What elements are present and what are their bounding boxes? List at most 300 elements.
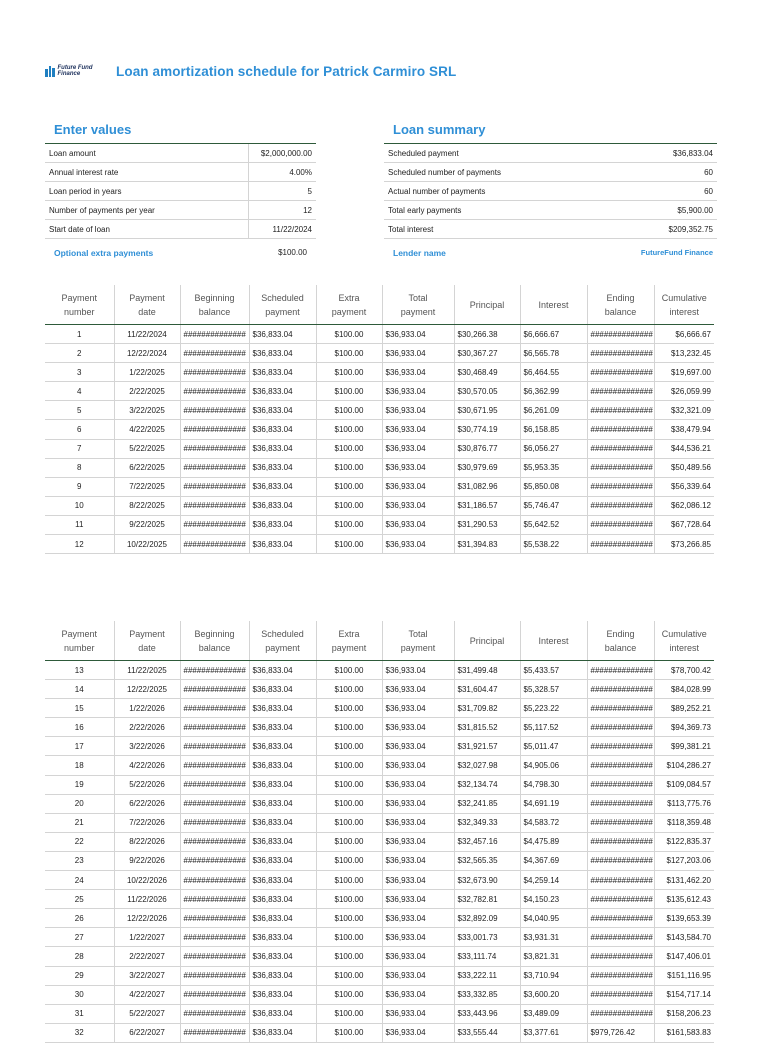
table-row [45,1004,714,1023]
total-payment-cell: $36,933.04 [382,909,454,928]
principal-cell: $30,876.77 [454,439,520,458]
cumulative-interest-cell: $135,612.43 [654,890,714,909]
payment-number-cell: 25 [45,890,114,909]
table-row [45,363,714,382]
scheduled-payment-cell: $36,833.04 [249,661,316,680]
ending-balance-cell: ############## [587,947,654,966]
cumulative-interest-cell: $13,232.45 [654,344,714,363]
table-row [45,515,714,534]
payment-date-cell: 7/22/2025 [114,477,180,496]
loan-summary-label: Actual number of payments [384,182,634,201]
optional-extra-payments-value[interactable]: $100.00 [278,248,307,257]
table-row [45,947,714,966]
loan-summary-title: Loan summary [393,122,486,137]
table-row [45,477,714,496]
extra-payment-cell: $100.00 [316,420,382,439]
interest-cell: $5,953.35 [520,458,587,477]
principal-cell: $32,782.81 [454,890,520,909]
beginning-balance-cell: ############## [180,813,249,832]
payment-number-cell: 7 [45,439,114,458]
header-principal [454,621,520,661]
loan-summary-table [384,143,717,239]
schedule-table-1 [45,285,714,554]
enter-values-value[interactable]: 4.00% [248,163,316,182]
scheduled-payment-cell: $36,833.04 [249,985,316,1004]
payment-number-cell: 10 [45,496,114,515]
payment-number-cell: 1 [45,325,114,344]
header-text: Payment [61,628,98,639]
loan-summary-row [384,182,717,201]
extra-payment-cell: $100.00 [316,890,382,909]
scheduled-payment-cell: $36,833.04 [249,382,316,401]
loan-summary-label: Total interest [384,220,634,239]
beginning-balance-cell: ############## [180,496,249,515]
payment-number-cell: 5 [45,401,114,420]
payment-date-cell: 3/22/2026 [114,737,180,756]
interest-cell: $6,565.78 [520,344,587,363]
payment-number-cell: 9 [45,477,114,496]
beginning-balance-cell: ############## [180,775,249,794]
principal-cell: $30,774.19 [454,420,520,439]
cumulative-interest-cell: $118,359.48 [654,813,714,832]
total-payment-cell: $36,933.04 [382,382,454,401]
header-text: Cumulative [661,292,707,303]
beginning-balance-cell: ############## [180,515,249,534]
loan-summary-row [384,220,717,239]
extra-payment-cell: $100.00 [316,1023,382,1042]
table-row [45,325,714,344]
principal-cell: $33,111.74 [454,947,520,966]
principal-cell: $32,457.16 [454,832,520,851]
interest-cell: $5,538.22 [520,535,587,554]
extra-payment-cell: $100.00 [316,756,382,775]
beginning-balance-cell: ############## [180,1023,249,1042]
total-payment-cell: $36,933.04 [382,661,454,680]
extra-payment-cell: $100.00 [316,344,382,363]
payment-date-cell: 4/22/2025 [114,420,180,439]
extra-payment-cell: $100.00 [316,1004,382,1023]
ending-balance-cell: ############## [587,401,654,420]
payment-date-cell: 6/22/2026 [114,794,180,813]
payment-number-cell: 3 [45,363,114,382]
ending-balance-cell: ############## [587,325,654,344]
beginning-balance-cell: ############## [180,535,249,554]
principal-cell: $33,001.73 [454,928,520,947]
ending-balance-cell: $979,726.42 [587,1023,654,1042]
principal-cell: $31,290.53 [454,515,520,534]
principal-cell: $32,134.74 [454,775,520,794]
header-text: Cumulative [661,628,707,639]
ending-balance-cell: ############## [587,363,654,382]
interest-cell: $3,821.31 [520,947,587,966]
principal-cell: $32,565.35 [454,851,520,870]
interest-cell: $4,150.23 [520,890,587,909]
extra-payment-cell: $100.00 [316,737,382,756]
interest-cell: $5,850.08 [520,477,587,496]
enter-values-value[interactable]: 12 [248,201,316,220]
principal-cell: $31,082.96 [454,477,520,496]
interest-cell: $6,666.67 [520,325,587,344]
interest-cell: $4,040.95 [520,909,587,928]
ending-balance-cell: ############## [587,737,654,756]
payment-number-cell: 14 [45,680,114,699]
payment-date-cell: 4/22/2027 [114,985,180,1004]
principal-cell: $31,604.47 [454,680,520,699]
payment-date-cell: 5/22/2027 [114,1004,180,1023]
enter-values-label: Annual interest rate [45,163,248,182]
extra-payment-cell: $100.00 [316,458,382,477]
payment-date-cell: 1/22/2025 [114,363,180,382]
table-row [45,737,714,756]
loan-summary-value: $5,900.00 [634,201,717,220]
extra-payment-cell: $100.00 [316,661,382,680]
lender-name-label: Lender name [393,248,446,258]
principal-cell: $31,815.52 [454,718,520,737]
interest-cell: $4,691.19 [520,794,587,813]
header-text: interest [669,306,699,317]
header-text: Principal [469,635,505,646]
scheduled-payment-cell: $36,833.04 [249,947,316,966]
scheduled-payment-cell: $36,833.04 [249,890,316,909]
cumulative-interest-cell: $154,717.14 [654,985,714,1004]
ending-balance-cell: ############## [587,477,654,496]
payment-date-cell: 2/22/2026 [114,718,180,737]
payment-number-cell: 32 [45,1023,114,1042]
header-extra-payment [316,621,382,661]
loan-summary-row [384,201,717,220]
header-extra-payment [316,285,382,325]
principal-cell: $32,349.33 [454,813,520,832]
payment-number-cell: 21 [45,813,114,832]
payment-date-cell: 8/22/2025 [114,496,180,515]
payment-date-cell: 7/22/2026 [114,813,180,832]
ending-balance-cell: ############## [587,439,654,458]
beginning-balance-cell: ############## [180,382,249,401]
table-row [45,871,714,890]
header-interest [520,285,587,325]
table-row [45,699,714,718]
cumulative-interest-cell: $158,206.23 [654,1004,714,1023]
header-scheduled-payment [249,285,316,325]
principal-cell: $30,468.49 [454,363,520,382]
beginning-balance-cell: ############## [180,363,249,382]
page-title: Loan amortization schedule for Patrick Carmiro SRL [116,63,457,79]
enter-values-row [45,182,316,201]
extra-payment-cell: $100.00 [316,401,382,420]
header-text: balance [198,642,231,653]
principal-cell: $32,673.90 [454,871,520,890]
enter-values-value[interactable]: 5 [248,182,316,201]
interest-cell: $5,746.47 [520,496,587,515]
payment-date-cell: 10/22/2025 [114,535,180,554]
payment-date-cell: 1/22/2026 [114,699,180,718]
total-payment-cell: $36,933.04 [382,775,454,794]
scheduled-payment-cell: $36,833.04 [249,909,316,928]
payment-date-cell: 12/22/2024 [114,344,180,363]
enter-values-value[interactable]: $2,000,000.00 [248,144,316,163]
payment-number-cell: 26 [45,909,114,928]
total-payment-cell: $36,933.04 [382,1004,454,1023]
payment-date-cell: 10/22/2026 [114,871,180,890]
ending-balance-cell: ############## [587,458,654,477]
payment-number-cell: 17 [45,737,114,756]
payment-date-cell: 9/22/2026 [114,851,180,870]
total-payment-cell: $36,933.04 [382,890,454,909]
header-payment-number [45,285,114,325]
scheduled-payment-cell: $36,833.04 [249,1023,316,1042]
beginning-balance-cell: ############## [180,794,249,813]
payment-date-cell: 4/22/2026 [114,756,180,775]
payment-number-cell: 16 [45,718,114,737]
header-text: date [138,642,156,653]
interest-cell: $5,433.57 [520,661,587,680]
total-payment-cell: $36,933.04 [382,458,454,477]
beginning-balance-cell: ############## [180,851,249,870]
payment-number-cell: 30 [45,985,114,1004]
principal-cell: $32,892.09 [454,909,520,928]
scheduled-payment-cell: $36,833.04 [249,477,316,496]
scheduled-payment-cell: $36,833.04 [249,756,316,775]
enter-values-row [45,220,316,239]
cumulative-interest-cell: $38,479.94 [654,420,714,439]
header-text: Extra [338,628,360,639]
cumulative-interest-cell: $122,835.37 [654,832,714,851]
enter-values-value[interactable]: 11/22/2024 [248,220,316,239]
scheduled-payment-cell: $36,833.04 [249,737,316,756]
extra-payment-cell: $100.00 [316,699,382,718]
beginning-balance-cell: ############## [180,477,249,496]
ending-balance-cell: ############## [587,420,654,439]
beginning-balance-cell: ############## [180,947,249,966]
payment-number-cell: 6 [45,420,114,439]
total-payment-cell: $36,933.04 [382,851,454,870]
header-text: payment [265,642,300,653]
header-text: Ending [606,628,635,639]
header-text: Payment [61,292,98,303]
payment-number-cell: 31 [45,1004,114,1023]
header-text: Beginning [194,628,235,639]
payment-date-cell: 2/22/2027 [114,947,180,966]
cumulative-interest-cell: $67,728.64 [654,515,714,534]
cumulative-interest-cell: $94,369.73 [654,718,714,737]
beginning-balance-cell: ############## [180,458,249,477]
header-text: payment [331,642,367,653]
ending-balance-cell: ############## [587,718,654,737]
table-row [45,928,714,947]
scheduled-payment-cell: $36,833.04 [249,871,316,890]
table-row [45,382,714,401]
payment-date-cell: 1/22/2027 [114,928,180,947]
extra-payment-cell: $100.00 [316,775,382,794]
ending-balance-cell: ############## [587,382,654,401]
ending-balance-cell: ############## [587,661,654,680]
table-row [45,1023,714,1042]
optional-extra-payments-label: Optional extra payments [54,248,154,258]
table-row [45,439,714,458]
beginning-balance-cell: ############## [180,756,249,775]
loan-summary-row [384,144,717,163]
table-row [45,420,714,439]
logo-line2: Finance [57,71,81,77]
header-payment-date [114,621,180,661]
header-text: payment [265,306,300,317]
ending-balance-cell: ############## [587,851,654,870]
cumulative-interest-cell: $113,775.76 [654,794,714,813]
table-row [45,401,714,420]
ending-balance-cell: ############## [587,1004,654,1023]
total-payment-cell: $36,933.04 [382,325,454,344]
header-text: Payment [129,628,165,639]
table-row [45,966,714,985]
enter-values-row [45,163,316,182]
cumulative-interest-cell: $161,583.83 [654,1023,714,1042]
header-text: Extra [338,292,360,303]
payment-date-cell: 3/22/2027 [114,966,180,985]
table-row [45,496,714,515]
cumulative-interest-cell: $50,489.56 [654,458,714,477]
total-payment-cell: $36,933.04 [382,966,454,985]
beginning-balance-cell: ############## [180,909,249,928]
scheduled-payment-cell: $36,833.04 [249,680,316,699]
extra-payment-cell: $100.00 [316,718,382,737]
header-text: date [138,306,156,317]
interest-cell: $6,362.99 [520,382,587,401]
scheduled-payment-cell: $36,833.04 [249,832,316,851]
ending-balance-cell: ############## [587,756,654,775]
scheduled-payment-cell: $36,833.04 [249,496,316,515]
cumulative-interest-cell: $56,339.64 [654,477,714,496]
interest-cell: $5,642.52 [520,515,587,534]
payment-date-cell: 12/22/2025 [114,680,180,699]
beginning-balance-cell: ############## [180,344,249,363]
payment-date-cell: 11/22/2024 [114,325,180,344]
ending-balance-cell: ############## [587,680,654,699]
table-row [45,680,714,699]
ending-balance-cell: ############## [587,699,654,718]
interest-cell: $4,798.30 [520,775,587,794]
schedule-table-2 [45,621,714,1043]
enter-values-row [45,201,316,220]
interest-cell: $3,710.94 [520,966,587,985]
cumulative-interest-cell: $99,381.21 [654,737,714,756]
cumulative-interest-cell: $84,028.99 [654,680,714,699]
cumulative-interest-cell: $62,086.12 [654,496,714,515]
total-payment-cell: $36,933.04 [382,344,454,363]
interest-cell: $5,328.57 [520,680,587,699]
interest-cell: $4,583.72 [520,813,587,832]
principal-cell: $33,332.85 [454,985,520,1004]
table-row [45,344,714,363]
extra-payment-cell: $100.00 [316,382,382,401]
principal-cell: $33,222.11 [454,966,520,985]
header-text: payment [400,642,436,653]
beginning-balance-cell: ############## [180,1004,249,1023]
beginning-balance-cell: ############## [180,718,249,737]
scheduled-payment-cell: $36,833.04 [249,718,316,737]
beginning-balance-cell: ############## [180,966,249,985]
interest-cell: $3,377.61 [520,1023,587,1042]
enter-values-label: Loan amount [45,144,248,163]
extra-payment-cell: $100.00 [316,535,382,554]
ending-balance-cell: ############## [587,966,654,985]
header-cumulative-interest [654,621,714,661]
ending-balance-cell: ############## [587,775,654,794]
scheduled-payment-cell: $36,833.04 [249,813,316,832]
table-row [45,794,714,813]
principal-cell: $33,555.44 [454,1023,520,1042]
enter-values-table [45,143,316,239]
table-row [45,985,714,1004]
payment-date-cell: 3/22/2025 [114,401,180,420]
extra-payment-cell: $100.00 [316,515,382,534]
company-logo [45,65,107,77]
cumulative-interest-cell: $151,116.95 [654,966,714,985]
ending-balance-cell: ############## [587,890,654,909]
total-payment-cell: $36,933.04 [382,680,454,699]
interest-cell: $6,261.09 [520,401,587,420]
extra-payment-cell: $100.00 [316,947,382,966]
scheduled-payment-cell: $36,833.04 [249,851,316,870]
beginning-balance-cell: ############## [180,928,249,947]
interest-cell: $5,117.52 [520,718,587,737]
beginning-balance-cell: ############## [180,661,249,680]
header-interest [520,621,587,661]
table-row [45,458,714,477]
table-row [45,661,714,680]
extra-payment-cell: $100.00 [316,439,382,458]
interest-cell: $6,056.27 [520,439,587,458]
total-payment-cell: $36,933.04 [382,985,454,1004]
interest-cell: $6,158.85 [520,420,587,439]
header-text: interest [669,642,699,653]
logo-bars-icon [45,66,55,77]
header-payment-date [114,285,180,325]
extra-payment-cell: $100.00 [316,363,382,382]
beginning-balance-cell: ############## [180,680,249,699]
scheduled-payment-cell: $36,833.04 [249,928,316,947]
extra-payment-cell: $100.00 [316,680,382,699]
payment-number-cell: 28 [45,947,114,966]
beginning-balance-cell: ############## [180,439,249,458]
payment-date-cell: 5/22/2026 [114,775,180,794]
payment-number-cell: 20 [45,794,114,813]
payment-number-cell: 18 [45,756,114,775]
total-payment-cell: $36,933.04 [382,439,454,458]
principal-cell: $31,394.83 [454,535,520,554]
loan-summary-label: Total early payments [384,201,634,220]
beginning-balance-cell: ############## [180,985,249,1004]
total-payment-cell: $36,933.04 [382,718,454,737]
ending-balance-cell: ############## [587,928,654,947]
payment-number-cell: 2 [45,344,114,363]
scheduled-payment-cell: $36,833.04 [249,515,316,534]
scheduled-payment-cell: $36,833.04 [249,401,316,420]
table-row [45,890,714,909]
header-text: Principal [469,299,505,310]
header-text: number [63,642,95,653]
total-payment-cell: $36,933.04 [382,813,454,832]
scheduled-payment-cell: $36,833.04 [249,699,316,718]
cumulative-interest-cell: $147,406.01 [654,947,714,966]
payment-date-cell: 11/22/2026 [114,890,180,909]
cumulative-interest-cell: $26,059.99 [654,382,714,401]
total-payment-cell: $36,933.04 [382,794,454,813]
payment-number-cell: 13 [45,661,114,680]
interest-cell: $4,259.14 [520,871,587,890]
lender-name-value[interactable]: FutureFund Finance [640,248,713,257]
header-text: Total [408,292,428,303]
total-payment-cell: $36,933.04 [382,515,454,534]
